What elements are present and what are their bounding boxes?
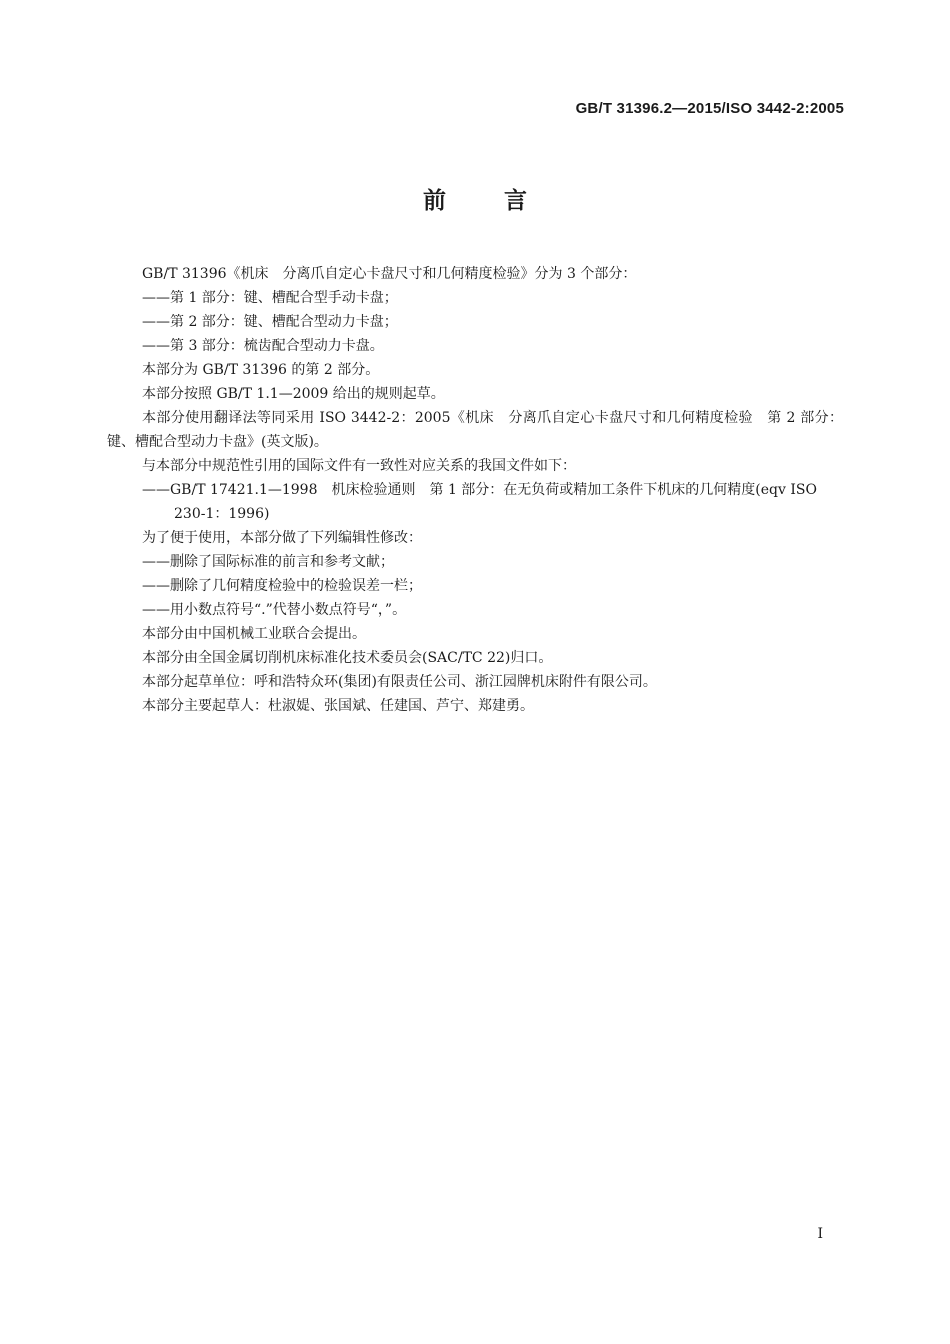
list-item-edit-3: ——用小数点符号“.”代替小数点符号“，”。: [142, 602, 407, 618]
list-item-part-3: ——第 3 部分：梳齿配合型动力卡盘。: [142, 338, 384, 354]
list-item-part-2: ——第 2 部分：键、槽配合型动力卡盘；: [142, 314, 398, 330]
document-body: [107, 262, 843, 718]
page-title: 前言: [423, 188, 585, 214]
paragraph-drafting-units: 本部分起草单位：呼和浩特众环(集团)有限责任公司、浙江园牌机床附件有限公司。: [142, 674, 657, 690]
paragraph-under-jurisdiction: 本部分由全国金属切削机床标准化技术委员会(SAC/TC 22)归口。: [142, 650, 553, 666]
paragraph-normative-refs-intro: 与本部分中规范性引用的国际文件有一致性对应关系的我国文件如下：: [142, 458, 576, 474]
list-item-part-1: ——第 1 部分：键、槽配合型手动卡盘；: [142, 290, 398, 306]
list-item-edit-1: ——删除了国际标准的前言和参考文献；: [142, 554, 394, 570]
list-item-normative-ref: ——GB/T 17421.1—1998 机床检验通则 第 1 部分：在无负荷或精加工条件下机床的几何精度(eqv ISO 230-1：1996): [142, 482, 817, 522]
paragraph-drafting-rules: 本部分按照 GB/T 1.1—2009 给出的规则起草。: [142, 386, 445, 402]
paragraph-this-part: 本部分为 GB/T 31396 的第 2 部分。: [142, 362, 380, 378]
paragraph-parts-intro: GB/T 31396《机床 分离爪自定心卡盘尺寸和几何精度检验》分为 3 个部分：: [142, 266, 637, 282]
page-number: I: [817, 1226, 823, 1242]
list-item-edit-2: ——删除了几何精度检验中的检验误差一栏；: [142, 578, 422, 594]
paragraph-drafters: 本部分主要起草人：杜淑媞、张国斌、任建国、芦宁、郑建勇。: [142, 698, 534, 714]
paragraph-editorial-intro: 为了便于使用，本部分做了下列编辑性修改：: [142, 530, 422, 546]
standard-code: GB/T 31396.2—2015/ISO 3442-2:2005: [575, 100, 844, 117]
paragraph-adoption: 本部分使用翻译法等同采用 ISO 3442-2：2005《机床 分离爪自定心卡盘尺寸和几何精度检验 第 2 部分：键、槽配合型动力卡盘》(英文版)。: [107, 410, 843, 450]
paragraph-proposed-by: 本部分由中国机械工业联合会提出。: [142, 626, 366, 642]
